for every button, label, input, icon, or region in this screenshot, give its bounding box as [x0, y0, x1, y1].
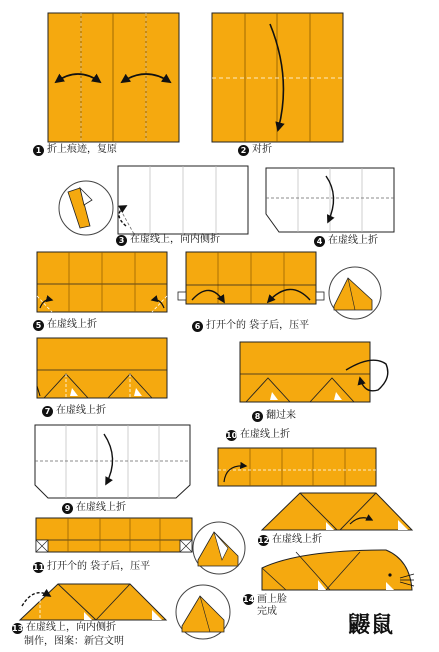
step7-figure — [37, 338, 167, 398]
step5-caption — [33, 319, 97, 331]
step2-caption — [238, 144, 272, 156]
step5-figure — [37, 252, 167, 312]
step6-figure — [178, 252, 381, 319]
step-text: 折上痕迹，复原 — [47, 144, 117, 155]
step9-figure — [35, 425, 190, 498]
step11-caption — [33, 561, 150, 573]
step-number: 3 — [116, 235, 127, 246]
step8-figure — [240, 342, 388, 402]
credit-line: 制作，图案：新宫文明 — [24, 636, 124, 647]
step-text: 在虚线上折 — [328, 235, 378, 246]
step-number: 5 — [33, 320, 44, 331]
step-number: 2 — [238, 145, 249, 156]
step-number: 12 — [258, 535, 270, 545]
step2-figure — [212, 13, 343, 142]
step-number: 10 — [226, 430, 238, 440]
step-text: 在虚线上折 — [240, 429, 290, 440]
step-text: 在虚线上折 — [76, 502, 126, 513]
step13-caption — [12, 622, 116, 634]
step-number: 13 — [12, 623, 24, 633]
step6-caption — [192, 320, 309, 332]
step-text: 在虚线上折 — [47, 319, 97, 330]
step-number: 9 — [62, 503, 73, 514]
step-number: 11 — [33, 562, 45, 572]
step12-figure — [262, 493, 412, 530]
step-number: 7 — [42, 406, 53, 417]
step-number: 8 — [252, 411, 263, 422]
step-text: 在虚线上折 — [272, 534, 322, 545]
step-number: 1 — [33, 145, 44, 156]
step8-caption — [252, 410, 296, 422]
step-number: 14 — [243, 595, 255, 604]
page-title: 鼹鼠 — [348, 612, 395, 638]
step7-caption — [42, 405, 106, 417]
step9-caption — [62, 502, 126, 514]
step-text: 画上脸 完成 — [257, 594, 287, 617]
step3-caption — [116, 234, 220, 246]
step10-caption — [226, 429, 290, 441]
step14-caption — [243, 594, 287, 618]
step3-figure — [59, 166, 248, 235]
step-text: 在虚线上，向内侧折 — [130, 234, 220, 245]
step12-caption — [258, 534, 322, 546]
step-text: 在虚线上，向内侧折 — [26, 622, 116, 633]
step4-figure — [266, 168, 394, 232]
step-text: 翻过来 — [266, 410, 296, 421]
step-text: 打开个的 袋子后，压平 — [206, 320, 310, 331]
step-number: 4 — [314, 236, 325, 247]
step-text: 对折 — [252, 144, 272, 155]
step-text: 打开个的 袋子后，压平 — [47, 561, 151, 572]
step1-figure — [48, 13, 179, 142]
step14-figure — [262, 550, 414, 590]
step-text: 在虚线上折 — [56, 405, 106, 416]
step4-caption — [314, 235, 378, 247]
step1-caption — [33, 144, 117, 156]
step10-figure — [218, 448, 376, 486]
step-number: 6 — [192, 321, 203, 332]
